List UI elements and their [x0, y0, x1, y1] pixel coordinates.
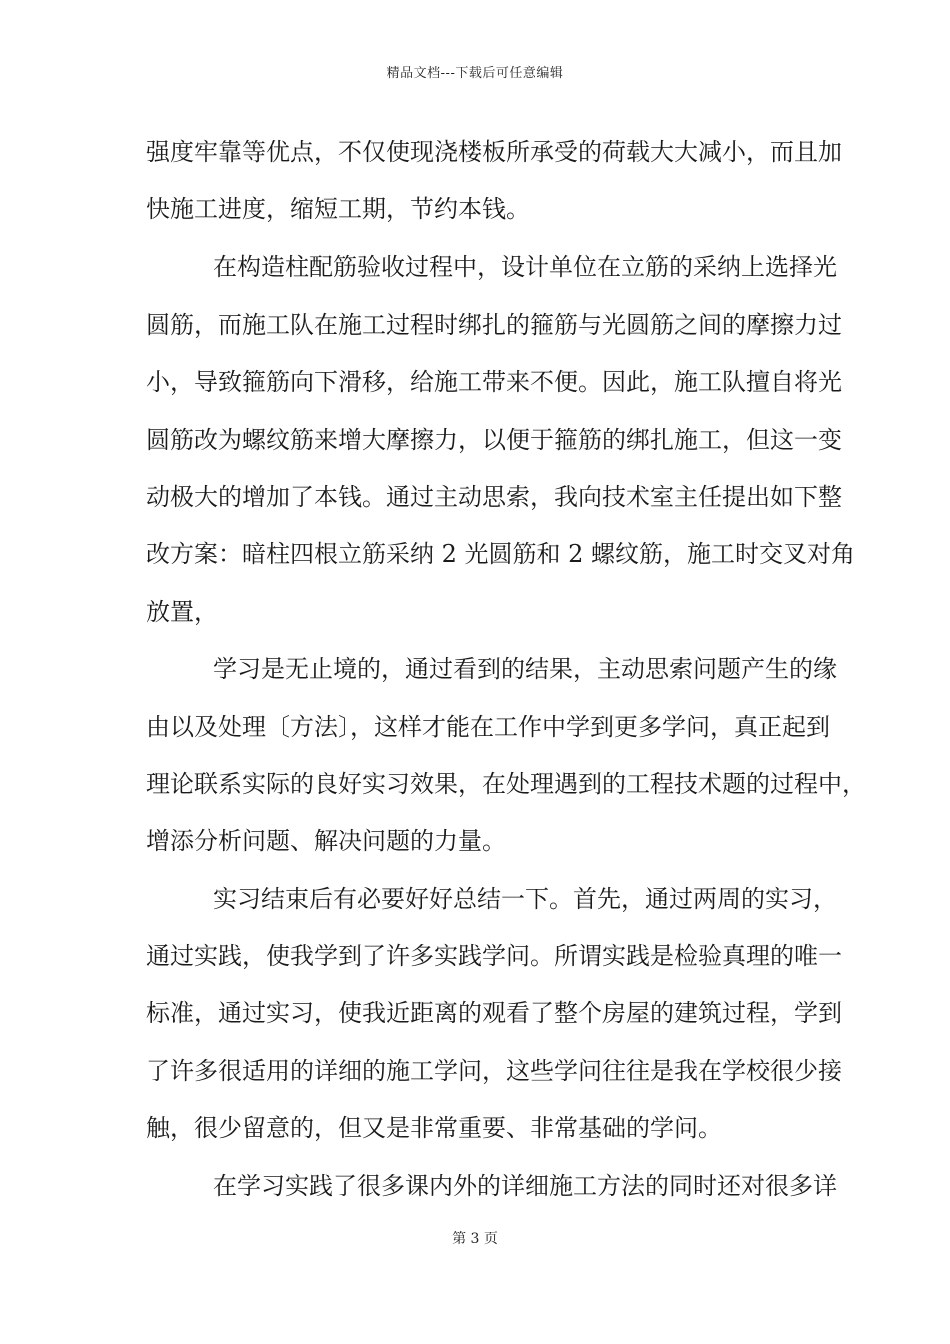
- paragraph-line: 小，导致箍筋向下滑移，给施工带来不便。因此，施工队擅自将光: [146, 368, 842, 396]
- paragraph-line: 通过实践，使我学到了许多实践学问。所谓实践是检验真理的唯一: [146, 942, 842, 970]
- paragraph-line: 标准，通过实习，使我近距离的观看了整个房屋的建筑过程，学到: [146, 999, 842, 1027]
- paragraph-line: 学习是无止境的，通过看到的结果，主动思索问题产生的缘: [213, 655, 837, 683]
- paragraph-line: 动极大的增加了本钱。通过主动思索，我向技术室主任提出如下整: [146, 483, 842, 511]
- paragraph-line: 在学习实践了很多课内外的详细施工方法的同时还对很多详: [213, 1172, 837, 1200]
- paragraph-line: 增添分析问题、解决问题的力量。: [146, 827, 506, 855]
- paragraph-line: 圆筋，而施工队在施工过程时绑扎的箍筋与光圆筋之间的摩擦力过: [146, 311, 842, 339]
- paragraph-line: 实习结束后有必要好好总结一下。首先，通过两周的实习，: [213, 885, 837, 913]
- paragraph-line: 放置，: [146, 598, 218, 626]
- paragraph-line: 改方案：暗柱四根立筋采纳 2 光圆筋和 2 螺纹筋，施工时交叉对角: [146, 540, 856, 568]
- paragraph-line: 强度牢靠等优点，不仅使现浇楼板所承受的荷载大大减小，而且加: [146, 138, 842, 166]
- paragraph-line: 圆筋改为螺纹筋来增大摩擦力，以便于箍筋的绑扎施工，但这一变: [146, 426, 842, 454]
- paragraph-line: 快施工进度，缩短工期，节约本钱。: [146, 195, 530, 223]
- paragraph-line: 在构造柱配筋验收过程中，设计单位在立筋的采纳上选择光: [213, 253, 837, 281]
- page-number: 第 3 页: [452, 1231, 498, 1247]
- paragraph-line: 由以及处理〔方法〕，这样才能在工作中学到更多学问，真正起到: [146, 713, 830, 741]
- paragraph-line: 触，很少留意的，但又是非常重要、非常基础的学问。: [146, 1114, 722, 1142]
- paragraph-line: 了许多很适用的详细的施工学问，这些学问往往是我在学校很少接: [146, 1057, 842, 1085]
- paragraph-line: 理论联系实际的良好实习效果，在处理遇到的工程技术题的过程中，: [146, 770, 866, 798]
- page-header: 精品文档---下载后可任意编辑: [386, 66, 564, 81]
